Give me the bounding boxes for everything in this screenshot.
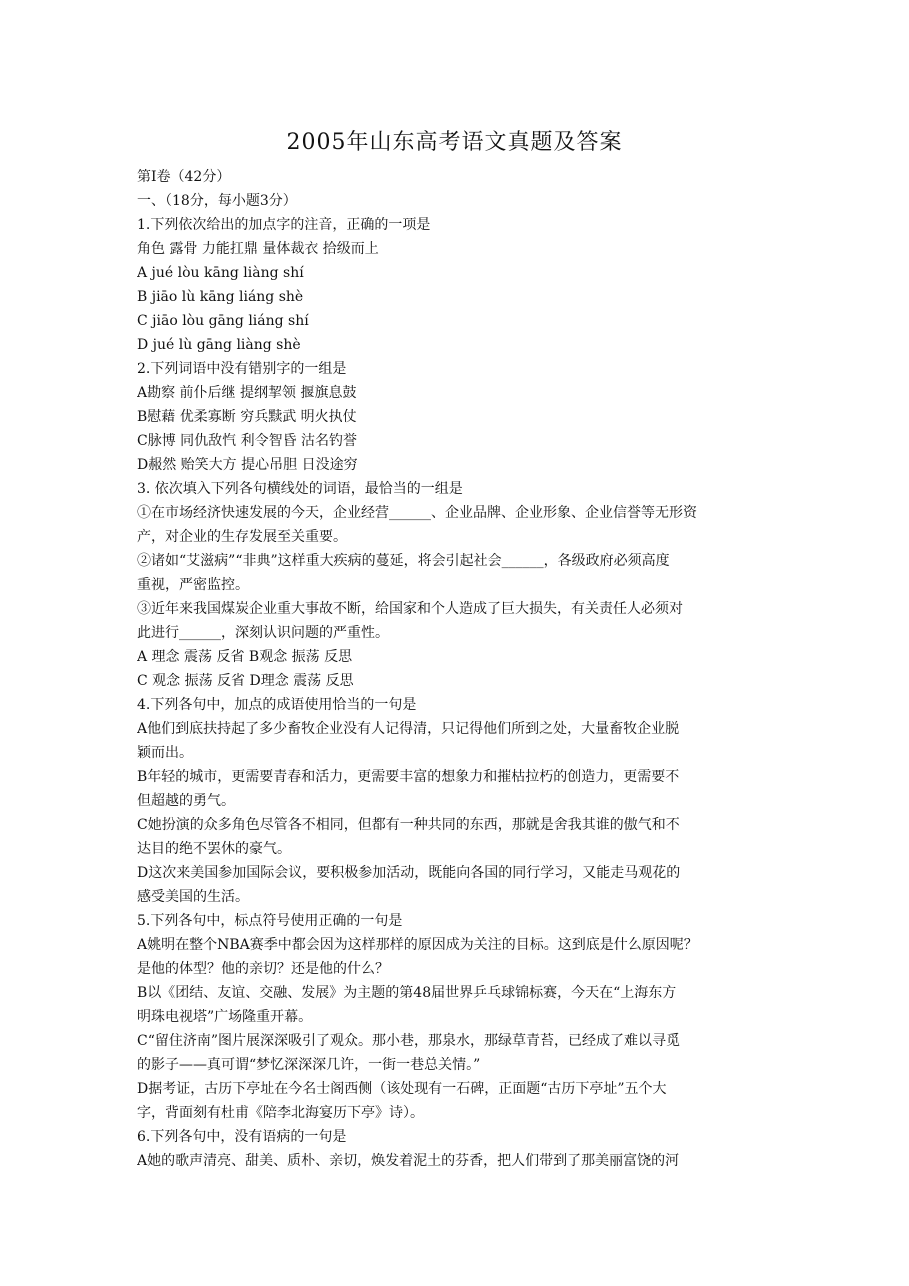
- text-line: 1.下列依次给出的加点字的注音，正确的一项是: [137, 217, 431, 233]
- text-line: 达目的绝不罢休的豪气。: [137, 841, 291, 857]
- text-line: 的影子——真可谓“梦忆深深深几许，一街一巷总关情。”: [137, 1057, 481, 1073]
- text-line: 字，背面刻有杜甫《陪李北海宴历下亭》诗）。: [137, 1105, 424, 1121]
- text-line: 3. 依次填入下列各句横线处的词语，最恰当的一组是: [137, 481, 463, 497]
- text-line: 4.下列各句中，加点的成语使用恰当的一句是: [137, 697, 417, 713]
- page-title: 2005年山东高考语文真题及答案: [286, 130, 623, 155]
- text-line: D jué lù gāng liàng shè: [137, 337, 301, 353]
- text-line: 6.下列各句中，没有语病的一句是: [137, 1129, 347, 1145]
- text-line: 5.下列各句中，标点符号使用正确的一句是: [137, 913, 403, 929]
- text-line: 此进行______，深刻认识问题的严重性。: [137, 625, 389, 641]
- text-line: 一、（18分，每小题3分）: [137, 193, 297, 209]
- text-line: A勘察 前仆后继 提纲挈领 揠旗息鼓: [137, 385, 357, 401]
- text-line: A姚明在整个NBA赛季中都会因为这样那样的原因成为关注的目标。这到底是什么原因呢？: [137, 937, 698, 953]
- text-line: 角色 露骨 力能扛鼎 量体裁衣 拾级而上: [137, 241, 379, 257]
- text-line: C 观念 振荡 反省 D理念 震荡 反思: [137, 673, 354, 689]
- text-line: ③近年来我国煤炭企业重大事故不断，给国家和个人造成了巨大损失，有关责任人必须对: [137, 601, 683, 617]
- text-line: D据考证，古历下亭址在今名士阁西侧（该处现有一石碑，正面题“古历下亭址”五个大: [137, 1081, 667, 1097]
- text-line: 第Ⅰ卷（42分）: [137, 169, 231, 185]
- text-line: 明珠电视塔”广场隆重开幕。: [137, 1009, 313, 1025]
- text-line: A 理念 震荡 反省 B观念 振荡 反思: [137, 649, 353, 665]
- text-line: ①在市场经济快速发展的今天，企业经营______、企业品牌、企业形象、企业信誉等无形资: [137, 505, 697, 521]
- text-line: B jiāo lù kāng liáng shè: [137, 289, 304, 305]
- text-line: B年轻的城市，更需要青春和活力，更需要丰富的想象力和摧枯拉朽的创造力，更需要不: [137, 769, 680, 785]
- text-line: 2.下列词语中没有错别字的一组是: [137, 361, 347, 377]
- text-line: 感受美国的生活。: [137, 889, 249, 905]
- text-line: C脉博 同仇敌忾 利令智昏 沽名钓誉: [137, 433, 358, 449]
- text-line: B以《团结、友谊、交融、发展》为主题的第48届世界乒乓球锦标赛，今天在“上海东方: [137, 985, 677, 1001]
- text-line: 但超越的勇气。: [137, 793, 235, 809]
- text-line: C jiāo lòu gāng liáng shí: [137, 313, 309, 329]
- text-line: 产，对企业的生存发展至关重要。: [137, 529, 347, 545]
- text-line: C她扮演的众多角色尽管各不相同，但都有一种共同的东西，那就是舍我其谁的傲气和不: [137, 817, 680, 833]
- text-line: A jué lòu kāng liàng shí: [137, 265, 304, 281]
- text-line: B慰藉 优柔寡断 穷兵黩武 明火执仗: [137, 409, 357, 425]
- text-line: ②诸如“艾滋病”“非典”这样重大疾病的蔓延，将会引起社会______，各级政府必须高度: [137, 553, 670, 569]
- text-line: A她的歌声清亮、甜美、质朴、亲切，焕发着泥土的芬香，把人们带到了那美丽富饶的河: [137, 1153, 680, 1169]
- text-line: 重视，严密监控。: [137, 577, 249, 593]
- text-line: A他们到底扶持起了多少畜牧企业没有人记得清，只记得他们所到之处，大量畜牧企业脱: [137, 721, 680, 737]
- text-line: C“留住济南”图片展深深吸引了观众。那小巷，那泉水，那绿草青苔，已经成了难以寻觅: [137, 1033, 681, 1049]
- text-line: 颖而出。: [137, 745, 193, 761]
- text-line: D赧然 贻笑大方 提心吊胆 日没途穷: [137, 457, 358, 473]
- text-line: 是他的体型？他的亲切？还是他的什么？: [137, 961, 389, 977]
- text-line: D这次来美国参加国际会议，要积极参加活动，既能向各国的同行学习，又能走马观花的: [137, 865, 681, 881]
- document-body: [137, 165, 773, 1173]
